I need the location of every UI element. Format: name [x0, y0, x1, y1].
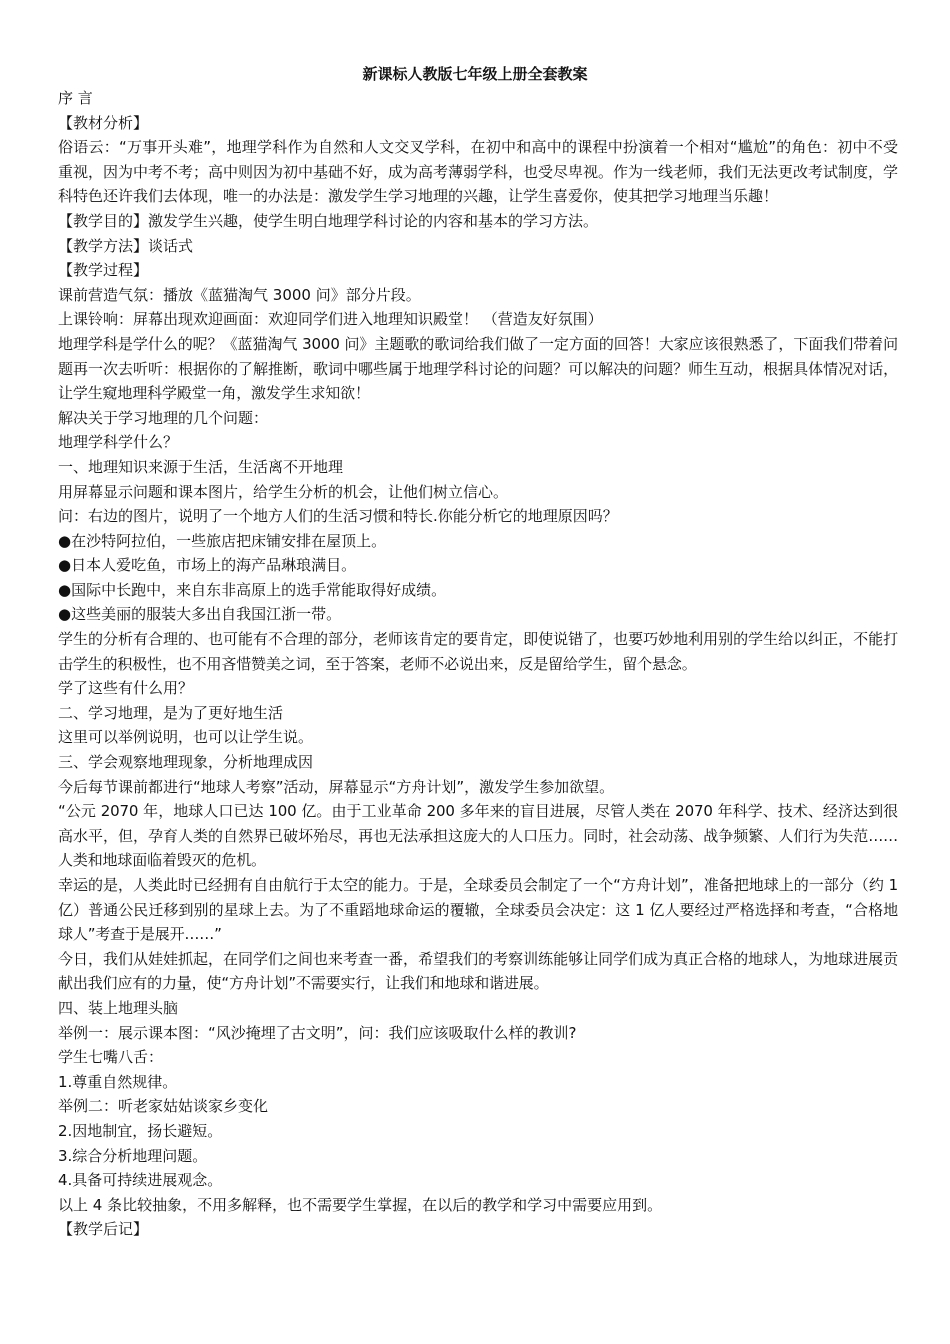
subheading-three: 三、学会观察地理现象，分析地理成因: [58, 753, 314, 772]
paragraph-students-discuss: 学生七嘴八舌：: [58, 1048, 164, 1067]
subheading-two: 二、学习地理，是为了更好地生活: [58, 703, 284, 722]
paragraph-what-use: 学了这些有什么用？: [58, 679, 194, 698]
paragraph-teaching-method: 【教学方法】谈话式: [58, 236, 194, 255]
paragraph-bell: 上课铃响：屏幕出现欢迎画面：欢迎同学们进入地理知识殿堂！ （营造友好氛围）: [58, 310, 603, 329]
section-heading-postscript: 【教学后记】: [58, 1220, 149, 1239]
paragraph-pre-class: 课前营造气氛：播放《蓝猫淘气 3000 问》部分片段。: [58, 285, 421, 304]
bullet-item-japan: ●日本人爱吃鱼，市场上的海产品琳琅满目。: [58, 556, 357, 575]
paragraph-fortunately: 幸运的是，人类此时已经拥有自由航行于太空的能力。于是，全球委员会制定了一个“方舟计划”，准备把地球上的一部分（约 1 亿）普通公民迁移到别的星球上去。为了不重蹈地球命运的覆辙，全球委员会决定：这 1 亿人要经过严格选择和考查，“合格地球人”考查于是展开……”: [58, 876, 898, 944]
preface-heading: 序 言: [58, 89, 93, 107]
document-title: 新课标人教版七年级上册全套教案: [362, 65, 588, 83]
paragraph-screen-display: 用屏幕显示问题和课本图片，给学生分析的机会，让他们树立信心。: [58, 482, 509, 501]
paragraph-today: 今日，我们从娃娃抓起，在同学们之间也来考查一番，希望我们的考察训练能够让同学们成为真正合格的地球人，为地球进展贡献出我们应有的力量，使“方舟计划”不需要实行，让我们和地球和谐进展。: [58, 949, 898, 993]
bullet-item-jiangzhe: ●这些美丽的服装大多出自我国江浙一带。: [58, 605, 342, 624]
paragraph-summary: 以上 4 条比较抽象，不用多解释，也不需要学生掌握，在以后的教学和学习中需要应用到。: [58, 1195, 663, 1214]
paragraph-what-is-geography: 地理学科是学什么的呢？《蓝猫淘气 3000 问》主题歌的歌词给我们做了一定方面的回答！大家应该很熟悉了，下面我们带着问题再一次去听听：根据你的了解推断，歌词中哪些属于地理学科讨论的问题？可以解决的问题？师生互动，根据具体情况对话，让学生窥地理科学殿堂一角，激发学生求知欲！: [58, 334, 898, 403]
paragraph-example-one: 举例一：展示课本图：“风沙掩埋了古文明”，问：我们应该吸取什么样的教训?: [58, 1023, 577, 1042]
paragraph-question-what: 地理学科学什么？: [58, 433, 179, 452]
subheading-four: 四、装上地理头脑: [58, 998, 179, 1017]
list-item-1: 1.尊重自然规律。: [58, 1072, 178, 1091]
section-heading-teaching-process: 【教学过程】: [58, 261, 149, 280]
paragraph-questions-intro: 解决关于学习地理的几个问题：: [58, 408, 269, 427]
bullet-item-saudi: ●在沙特阿拉伯，一些旅店把床铺安排在屋顶上。: [58, 531, 387, 550]
paragraph-teaching-purpose: 【教学目的】激发学生兴趣，使学生明白地理学科讨论的内容和基本的学习方法。: [58, 211, 599, 230]
paragraph-student-analysis: 学生的分析有合理的、也可能有不合理的部分，老师该肯定的要肯定，即使说错了，也要巧妙地利用别的学生给以纠正，不能打击学生的积极性，也不用吝惜赞美之词，至于答案，老师不必说出来，反是留给学生，留个悬念。: [58, 630, 898, 673]
list-item-2: 2.因地制宜，扬长避短。: [58, 1121, 223, 1140]
paragraph-question-picture: 问：右边的图片，说明了一个地方人们的生活习惯和特长.你能分析它的地理原因吗？: [58, 507, 618, 526]
paragraph-examples: 这里可以举例说明，也可以让学生说。: [58, 728, 314, 747]
bullet-item-east-africa: ●国际中长跑中，来自东非高原上的选手常能取得好成绩。: [58, 580, 447, 599]
paragraph-year-2070: “公元 2070 年，地球人口已达 100 亿。由于工业革命 200 多年来的盲目进展，尽管人类在 2070 年科学、技术、经济达到很高水平，但，孕育人类的自然界已破坏殆尽，再也无法承担这庞大的人口压力。同时，社会动荡、战争频繁、人们行为失范……人类和地球面临着毁灭的危机。: [58, 802, 898, 870]
document-body: [58, 86, 898, 1242]
list-item-4: 4.具备可持续进展观念。: [58, 1171, 223, 1190]
list-item-3: 3.综合分析地理问题。: [58, 1146, 208, 1165]
paragraph-material-analysis: 俗语云：“万事开头难”，地理学科作为自然和人文交叉学科，在初中和高中的课程中扮演着一个相对“尴尬”的角色：初中不受重视，因为中考不考；高中则因为初中基础不好，成为高考薄弱学科，也受尽卑视。作为一线老师，我们无法更改考试制度，学科特色还许我们去体现，唯一的办法是：激发学生学习地理的兴趣，让学生喜爱你，使其把学习地理当乐趣！: [58, 138, 899, 206]
section-heading-material-analysis: 【教材分析】: [58, 113, 149, 132]
subheading-one: 一、地理知识来源于生活，生活离不开地理: [58, 457, 344, 476]
paragraph-example-two: 举例二：听老家姑姑谈家乡变化: [58, 1097, 269, 1116]
paragraph-earthling-activity: 今后每节课前都进行“地球人考察”活动，屏幕显示“方舟计划”，激发学生参加欲望。: [58, 777, 615, 796]
